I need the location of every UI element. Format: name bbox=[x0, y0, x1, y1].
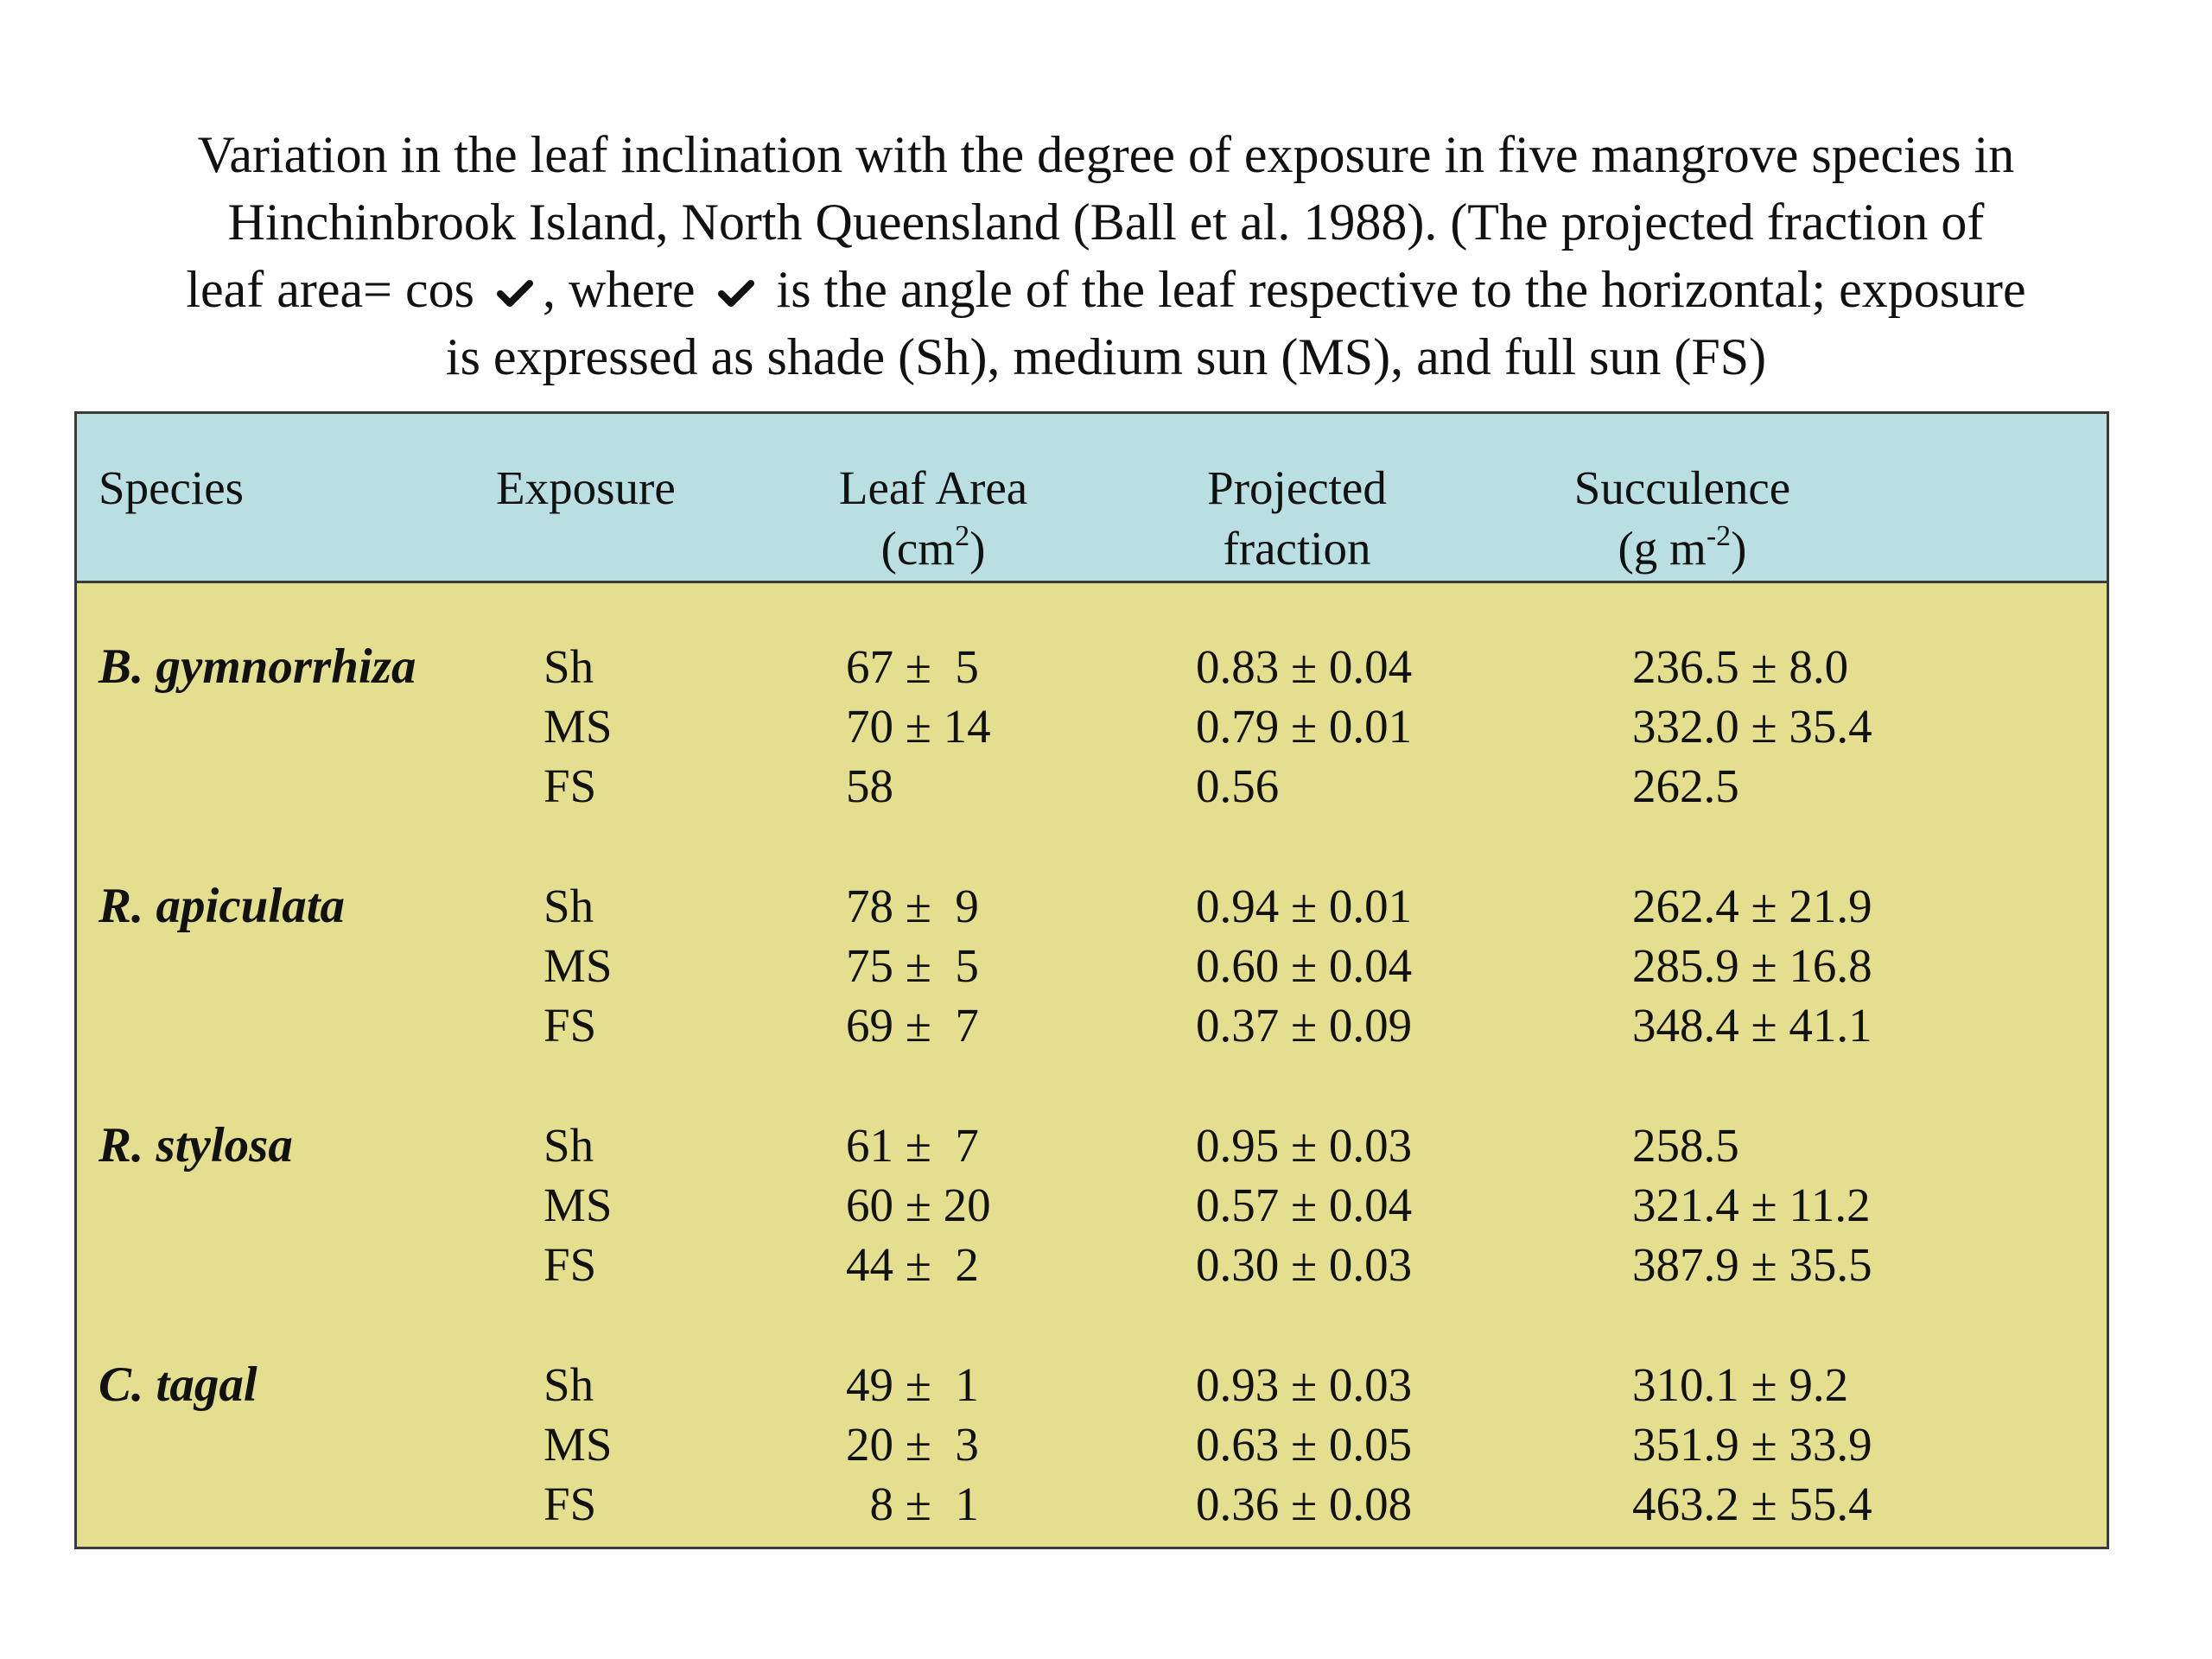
succulence-cell: 236.5 ± 8.0 bbox=[1632, 640, 1849, 693]
projected-fraction-cell: 0.63 ± 0.05 bbox=[1196, 1418, 1413, 1471]
exposure-cell: MS bbox=[543, 939, 613, 992]
exposure-cell: FS bbox=[543, 999, 597, 1052]
succulence-cell: 262.5 bbox=[1632, 760, 1739, 812]
succulence-cell: 310.1 ± 9.2 bbox=[1632, 1358, 1849, 1411]
header-exposure: Exposure bbox=[496, 461, 676, 514]
species-name: C. tagal bbox=[99, 1357, 257, 1412]
leaf-area-cell: 67 ± 5 bbox=[846, 640, 979, 693]
species-group bbox=[77, 1116, 2107, 1297]
succulence-cell: 387.9 ± 35.5 bbox=[1632, 1238, 1872, 1291]
species-name: R. apiculata bbox=[99, 879, 346, 933]
exposure-cell: FS bbox=[543, 1238, 597, 1291]
succulence-cell: 332.0 ± 35.4 bbox=[1632, 700, 1872, 753]
projected-fraction-cell: 0.36 ± 0.08 bbox=[1196, 1478, 1413, 1530]
header-leaf-area-title: Leaf Area bbox=[838, 461, 1028, 514]
projected-fraction-cell: 0.95 ± 0.03 bbox=[1196, 1119, 1413, 1172]
header-succulence bbox=[1574, 458, 1790, 579]
exposure-cell: Sh bbox=[543, 1119, 594, 1172]
projected-fraction-cell: 0.83 ± 0.04 bbox=[1196, 640, 1413, 693]
table-caption bbox=[78, 121, 2134, 391]
species-group bbox=[77, 1355, 2107, 1536]
caption-line-1: Variation in the leaf inclination with the degree of exposure in five mangrove species in bbox=[197, 126, 2015, 183]
exposure-cell: FS bbox=[543, 760, 597, 812]
species-group bbox=[77, 637, 2107, 818]
exposure-cell: Sh bbox=[543, 1358, 594, 1411]
exposure-cell: Sh bbox=[543, 880, 594, 932]
header-leaf-area-unit: $(cm^2)$ bbox=[880, 520, 986, 575]
caption-line-4: is expressed as shade (Sh), medium sun (MS), and full sun (FS) bbox=[445, 328, 1767, 385]
projected-fraction-cell: 0.94 ± 0.01 bbox=[1196, 880, 1413, 932]
leaf-area-cell: 70 ± 14 bbox=[846, 700, 991, 753]
succulence-cell: 351.9 ± 33.9 bbox=[1632, 1418, 1872, 1471]
leaf-area-cell: 8 ± 1 bbox=[846, 1478, 979, 1530]
exposure-cell: MS bbox=[543, 700, 613, 753]
exposure-cell: MS bbox=[543, 1418, 613, 1471]
exposure-cell: FS bbox=[543, 1478, 597, 1530]
header-projected-fraction bbox=[1207, 458, 1387, 579]
table-header bbox=[77, 414, 2107, 583]
projected-fraction-cell: 0.37 ± 0.09 bbox=[1196, 999, 1413, 1052]
species-group bbox=[77, 876, 2107, 1058]
caption-line-3-mid: , where bbox=[542, 261, 696, 318]
header-projected-line-1: Projected bbox=[1207, 461, 1387, 514]
header-succulence-title: Succulence bbox=[1573, 461, 1791, 514]
exposure-cell: Sh bbox=[543, 640, 594, 693]
succulence-cell: 348.4 ± 41.1 bbox=[1632, 999, 1872, 1052]
leaf-area-cell: 61 ± 7 bbox=[846, 1119, 979, 1172]
projected-fraction-cell: 0.30 ± 0.03 bbox=[1196, 1238, 1413, 1291]
header-succulence-unit: (g $m^{-2}$) bbox=[1618, 520, 1747, 575]
succulence-cell: 262.4 ± 21.9 bbox=[1632, 880, 1872, 932]
check-mark-icon bbox=[717, 277, 755, 308]
caption-line-2: Hinchinbrook Island, North Queensland (Ball et al. 1988). (The projected fraction of bbox=[227, 194, 1985, 251]
leaf-area-cell: 78 ± 9 bbox=[846, 880, 979, 932]
caption-line-3 bbox=[78, 256, 2134, 323]
succulence-cell: 321.4 ± 11.2 bbox=[1632, 1179, 1871, 1231]
leaf-area-cell: 44 ± 2 bbox=[846, 1238, 979, 1291]
projected-fraction-cell: 0.93 ± 0.03 bbox=[1196, 1358, 1413, 1411]
leaf-area-cell: 60 ± 20 bbox=[846, 1179, 991, 1231]
leaf-area-cell: 69 ± 7 bbox=[846, 999, 979, 1052]
leaf-area-cell: 49 ± 1 bbox=[846, 1358, 979, 1411]
projected-fraction-cell: 0.60 ± 0.04 bbox=[1196, 939, 1413, 992]
species-name: B. gymnorrhiza bbox=[99, 639, 416, 694]
exposure-cell: MS bbox=[543, 1179, 613, 1231]
projected-fraction-cell: 0.57 ± 0.04 bbox=[1196, 1179, 1413, 1231]
caption-line-3-end: is the angle of the leaf respective to the horizontal; exposure bbox=[776, 261, 2026, 318]
projected-fraction-cell: 0.79 ± 0.01 bbox=[1196, 700, 1413, 753]
data-table bbox=[74, 411, 2109, 1549]
species-name: R. stylosa bbox=[99, 1118, 293, 1173]
header-species: Species bbox=[99, 461, 245, 514]
header-projected-line-2: fraction bbox=[1223, 522, 1371, 575]
check-mark-icon bbox=[496, 277, 534, 308]
projected-fraction-cell: 0.56 bbox=[1196, 760, 1280, 812]
succulence-cell: 463.2 ± 55.4 bbox=[1632, 1478, 1872, 1530]
header-leaf-area bbox=[839, 458, 1027, 579]
caption-line-3-start: leaf area= cos bbox=[186, 261, 474, 318]
succulence-cell: 258.5 bbox=[1632, 1119, 1739, 1172]
leaf-area-cell: 20 ± 3 bbox=[846, 1418, 979, 1471]
succulence-cell: 285.9 ± 16.8 bbox=[1632, 939, 1872, 992]
leaf-area-cell: 58 bbox=[846, 760, 893, 812]
leaf-area-cell: 75 ± 5 bbox=[846, 939, 979, 992]
